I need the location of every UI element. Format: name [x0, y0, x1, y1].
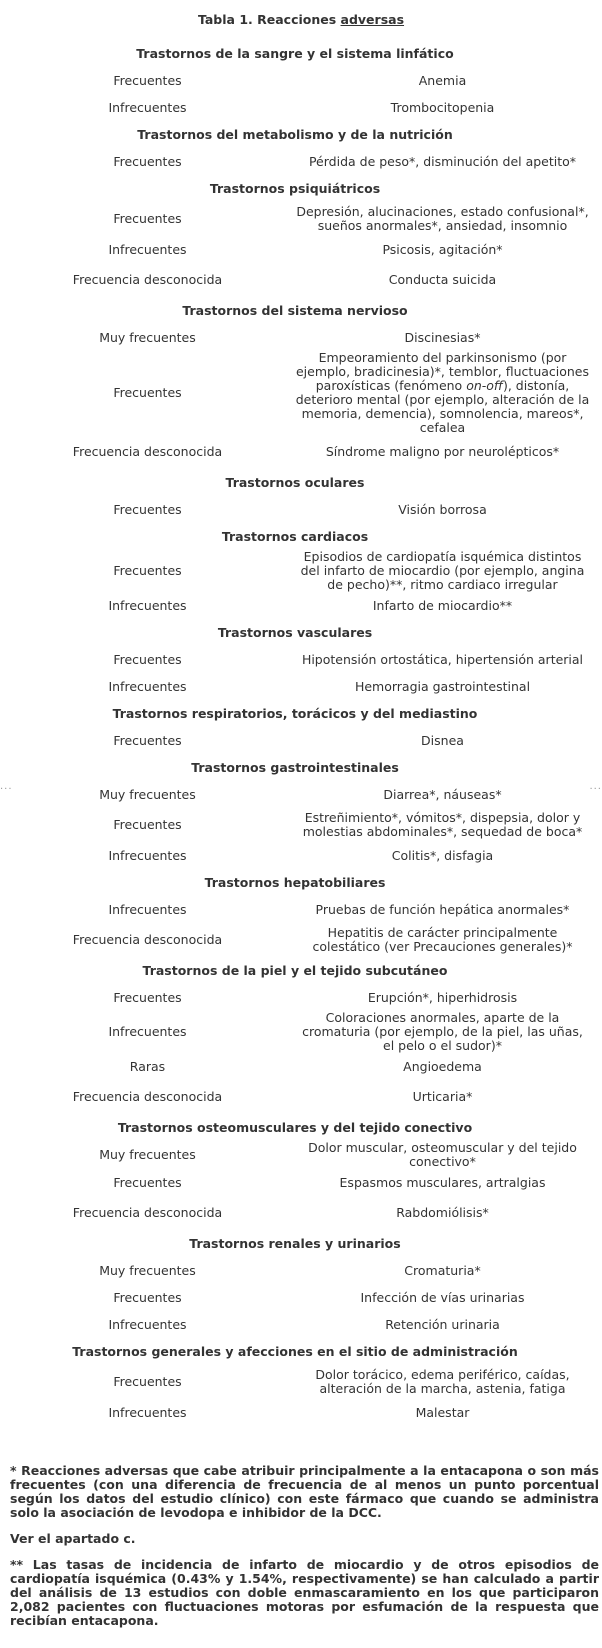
- section-heading: Trastornos del metabolismo y de la nutrición: [137, 126, 453, 142]
- section-heading: Trastornos del sistema nervioso: [182, 302, 408, 318]
- section-heading: Trastornos generales y afecciones en el sitio de administración: [72, 1343, 518, 1359]
- section-heading: Trastornos de la piel y el tejido subcutáneo: [142, 962, 448, 978]
- reaction-cell: Urticaria*: [412, 1089, 473, 1104]
- footnotes: [10, 1464, 599, 1640]
- frequency-cell: Frecuencia desconocida: [72, 1205, 223, 1220]
- frequency-cell: Frecuentes: [113, 989, 182, 1005]
- table-row: [0, 435, 590, 469]
- reaction-cell: Episodios de cardiopatía isquémica distintos del infarto de miocardio (por ejemplo, angina de pecho)**, ritmo cardiaco irregular: [300, 549, 585, 592]
- italic-term: on-off: [466, 378, 503, 393]
- table-row: [0, 646, 590, 673]
- frequency-cell: Frecuencia desconocida: [72, 932, 223, 947]
- table-row: [0, 592, 590, 619]
- reaction-cell: Dolor torácico, edema periférico, caídas, alteración de la marcha, astenia, fatiga: [315, 1367, 570, 1396]
- reaction-cell: Diarrea*, náuseas*: [383, 786, 502, 802]
- reaction-cell: Pruebas de función hepática anormales*: [315, 901, 570, 917]
- table-row: [0, 67, 590, 94]
- reaction-cell: Psicosis, agitación*: [382, 241, 503, 257]
- reaction-cell: Síndrome maligno por neurolépticos*: [325, 444, 560, 459]
- frequency-cell: Frecuentes: [113, 651, 182, 667]
- section-heading-row: [0, 754, 590, 781]
- frequency-cell: Muy frecuentes: [99, 1147, 196, 1162]
- reaction-cell: Infección de vías urinarias: [360, 1289, 525, 1305]
- frequency-cell: Frecuentes: [113, 1374, 182, 1389]
- table-row: [0, 236, 590, 263]
- section-heading: Trastornos oculares: [225, 474, 365, 490]
- reaction-cell: Infarto de miocardio**: [372, 597, 513, 613]
- table-row: [0, 1257, 590, 1284]
- section-heading: Trastornos de la sangre y el sistema linfático: [136, 45, 454, 61]
- reaction-cell: Discinesias*: [404, 329, 481, 345]
- section-heading-row: [0, 40, 590, 67]
- frequency-cell: Infrecuentes: [108, 99, 187, 115]
- reaction-cell: Angioedema: [403, 1058, 482, 1074]
- table-row: [0, 1365, 590, 1399]
- frequency-cell: Infrecuentes: [108, 1024, 187, 1039]
- table-row: [0, 351, 590, 435]
- frequency-cell: Frecuentes: [113, 563, 182, 578]
- footnote-see-section: Ver el apartado c.: [10, 1531, 136, 1546]
- table-row: [0, 1053, 590, 1080]
- table-row: [0, 842, 590, 869]
- section-heading-row: [0, 619, 590, 646]
- table-row: [0, 550, 590, 592]
- table-row: [0, 923, 590, 957]
- frequency-cell: Frecuentes: [113, 1174, 182, 1190]
- frequency-cell: Frecuencia desconocida: [72, 1089, 223, 1104]
- table-row: [0, 1399, 590, 1426]
- table-title-prefix: Tabla 1. Reacciones: [197, 12, 341, 27]
- frequency-cell: Infrecuentes: [108, 1404, 187, 1420]
- reaction-cell: Malestar: [415, 1404, 470, 1420]
- section-heading: Trastornos respiratorios, torácicos y del mediastino: [112, 705, 478, 721]
- table-row: [0, 263, 590, 297]
- table-row: [0, 496, 590, 523]
- table-row: [0, 808, 590, 842]
- reaction-cell: Erupción*, hiperhidrosis: [367, 989, 518, 1005]
- table-row: [0, 1169, 590, 1196]
- frequency-cell: Muy frecuentes: [99, 1262, 196, 1278]
- frequency-cell: Infrecuentes: [108, 1316, 187, 1332]
- table-row: [0, 1080, 590, 1114]
- table-title-underlined: adversas: [340, 12, 405, 27]
- section-heading-row: [0, 1338, 590, 1365]
- frequency-cell: Infrecuentes: [108, 597, 187, 613]
- frequency-cell: Frecuencia desconocida: [72, 444, 223, 459]
- reaction-cell: Trombocitopenia: [390, 99, 495, 115]
- right-edge-mark: ...: [589, 781, 602, 792]
- reaction-cell: Visión borrosa: [398, 501, 487, 517]
- frequency-cell: Infrecuentes: [108, 241, 187, 257]
- frequency-cell: Infrecuentes: [108, 678, 187, 694]
- section-heading: Trastornos gastrointestinales: [191, 759, 399, 775]
- frequency-cell: Infrecuentes: [108, 847, 187, 863]
- table-row: [0, 1284, 590, 1311]
- section-heading-row: [0, 869, 590, 896]
- table-row: [0, 148, 590, 175]
- table-row: [0, 1011, 590, 1053]
- table-row: [0, 1311, 590, 1338]
- section-heading-row: [0, 175, 590, 202]
- reaction-cell: Rabdomiólisis*: [396, 1205, 489, 1220]
- frequency-cell: Frecuencia desconocida: [72, 272, 223, 287]
- reaction-cell: Disnea: [421, 732, 464, 748]
- section-heading-row: [0, 121, 590, 148]
- frequency-cell: Muy frecuentes: [99, 329, 196, 345]
- reaction-cell: Conducta suicida: [388, 272, 497, 287]
- section-heading: Trastornos cardiacos: [221, 528, 369, 544]
- section-heading-row: [0, 469, 590, 496]
- reaction-cell: Dolor muscular, osteomuscular y del tejido conectivo*: [308, 1140, 577, 1169]
- reaction-cell: Espasmos musculares, artralgias: [339, 1174, 546, 1190]
- reaction-cell: Coloraciones anormales, aparte de la cromaturia (por ejemplo, de la piel, las uñas, el pelo o el sudor)*: [302, 1010, 583, 1053]
- frequency-cell: Frecuentes: [113, 1289, 182, 1305]
- reaction-cell: Hemorragia gastrointestinal: [354, 678, 531, 694]
- reaction-cell: Depresión, alucinaciones, estado confusional*, sueños anormales*, ansiedad, insomnio: [296, 204, 589, 233]
- frequency-cell: Frecuentes: [113, 385, 182, 400]
- section-heading: Trastornos vasculares: [217, 624, 373, 640]
- footnote-asterisk: * Reacciones adversas que cabe atribuir principalmente a la entacapona o son más frecuentes (con una diferencia de frecuencia de al menos un punto porcentual según los datos del estudio clínico) con este fármaco que cuando se administra solo la asociación de levodopa e inhibidor de la DCC.: [10, 1463, 599, 1520]
- frequency-cell: Frecuentes: [113, 817, 182, 832]
- table-row: [0, 324, 590, 351]
- table-row: [0, 202, 590, 236]
- table-row: [0, 896, 590, 923]
- section-heading-row: [0, 297, 590, 324]
- footnote-double-asterisk: ** Las tasas de incidencia de infarto de miocardio y de otros episodios de cardiopatía isquémica (0.43% y 1.54%, respectivamente) se han calculado a partir del análisis de 13 estudios con doble enmascaramiento en los que participaron 2,082 pacientes con fluctuaciones motoras por esfumación de la respuesta que recibían entacapona.: [10, 1557, 599, 1628]
- section-heading-row: [0, 957, 590, 984]
- reaction-cell: Empeoramiento del parkinsonismo (por ejemplo, bradicinesia)*, temblor, fluctuaciones paroxísticas (fenómeno on-off), distonía, deterioro mental (por ejemplo, alteración de la memoria, demencia), somnolencia, mareos*, cefalea: [295, 350, 590, 435]
- section-heading: Trastornos osteomusculares y del tejido conectivo: [117, 1119, 473, 1135]
- reaction-cell: Pérdida de peso*, disminución del apetito*: [308, 153, 577, 169]
- left-edge-mark: ...: [0, 781, 13, 792]
- frequency-cell: Frecuentes: [113, 211, 182, 226]
- table-row: [0, 984, 590, 1011]
- table-row: [0, 673, 590, 700]
- frequency-cell: Frecuentes: [113, 72, 182, 88]
- reaction-cell: Hipotensión ortostática, hipertensión arterial: [301, 651, 584, 667]
- table-row: [0, 781, 590, 808]
- reaction-cell: Hepatitis de carácter principalmente colestático (ver Precauciones generales)*: [312, 925, 573, 954]
- frequency-cell: Frecuentes: [113, 732, 182, 748]
- table-row: [0, 727, 590, 754]
- frequency-cell: Infrecuentes: [108, 901, 187, 917]
- reaction-cell: Estreñimiento*, vómitos*, dispepsia, dolor y molestias abdominales*, sequedad de boca*: [302, 810, 583, 839]
- table-row: [0, 94, 590, 121]
- section-heading: Trastornos psiquiátricos: [209, 180, 381, 196]
- section-heading-row: [0, 700, 590, 727]
- section-heading-row: [0, 1114, 590, 1141]
- section-heading-row: [0, 1230, 590, 1257]
- reaction-cell: Anemia: [418, 72, 467, 88]
- frequency-cell: Frecuentes: [113, 501, 182, 517]
- section-heading-row: [0, 523, 590, 550]
- section-heading: Trastornos hepatobiliares: [204, 874, 386, 890]
- reaction-cell: Colitis*, disfagia: [391, 847, 494, 863]
- frequency-cell: Raras: [129, 1058, 166, 1074]
- adverse-reactions-table: [0, 40, 590, 1426]
- reaction-cell: Cromaturia*: [404, 1262, 481, 1278]
- section-heading: Trastornos renales y urinarios: [189, 1235, 401, 1251]
- table-row: [0, 1141, 590, 1169]
- frequency-cell: Muy frecuentes: [99, 786, 196, 802]
- reaction-cell: Retención urinaria: [385, 1316, 500, 1332]
- table-row: [0, 1196, 590, 1230]
- table-title: [0, 12, 602, 27]
- frequency-cell: Frecuentes: [113, 153, 182, 169]
